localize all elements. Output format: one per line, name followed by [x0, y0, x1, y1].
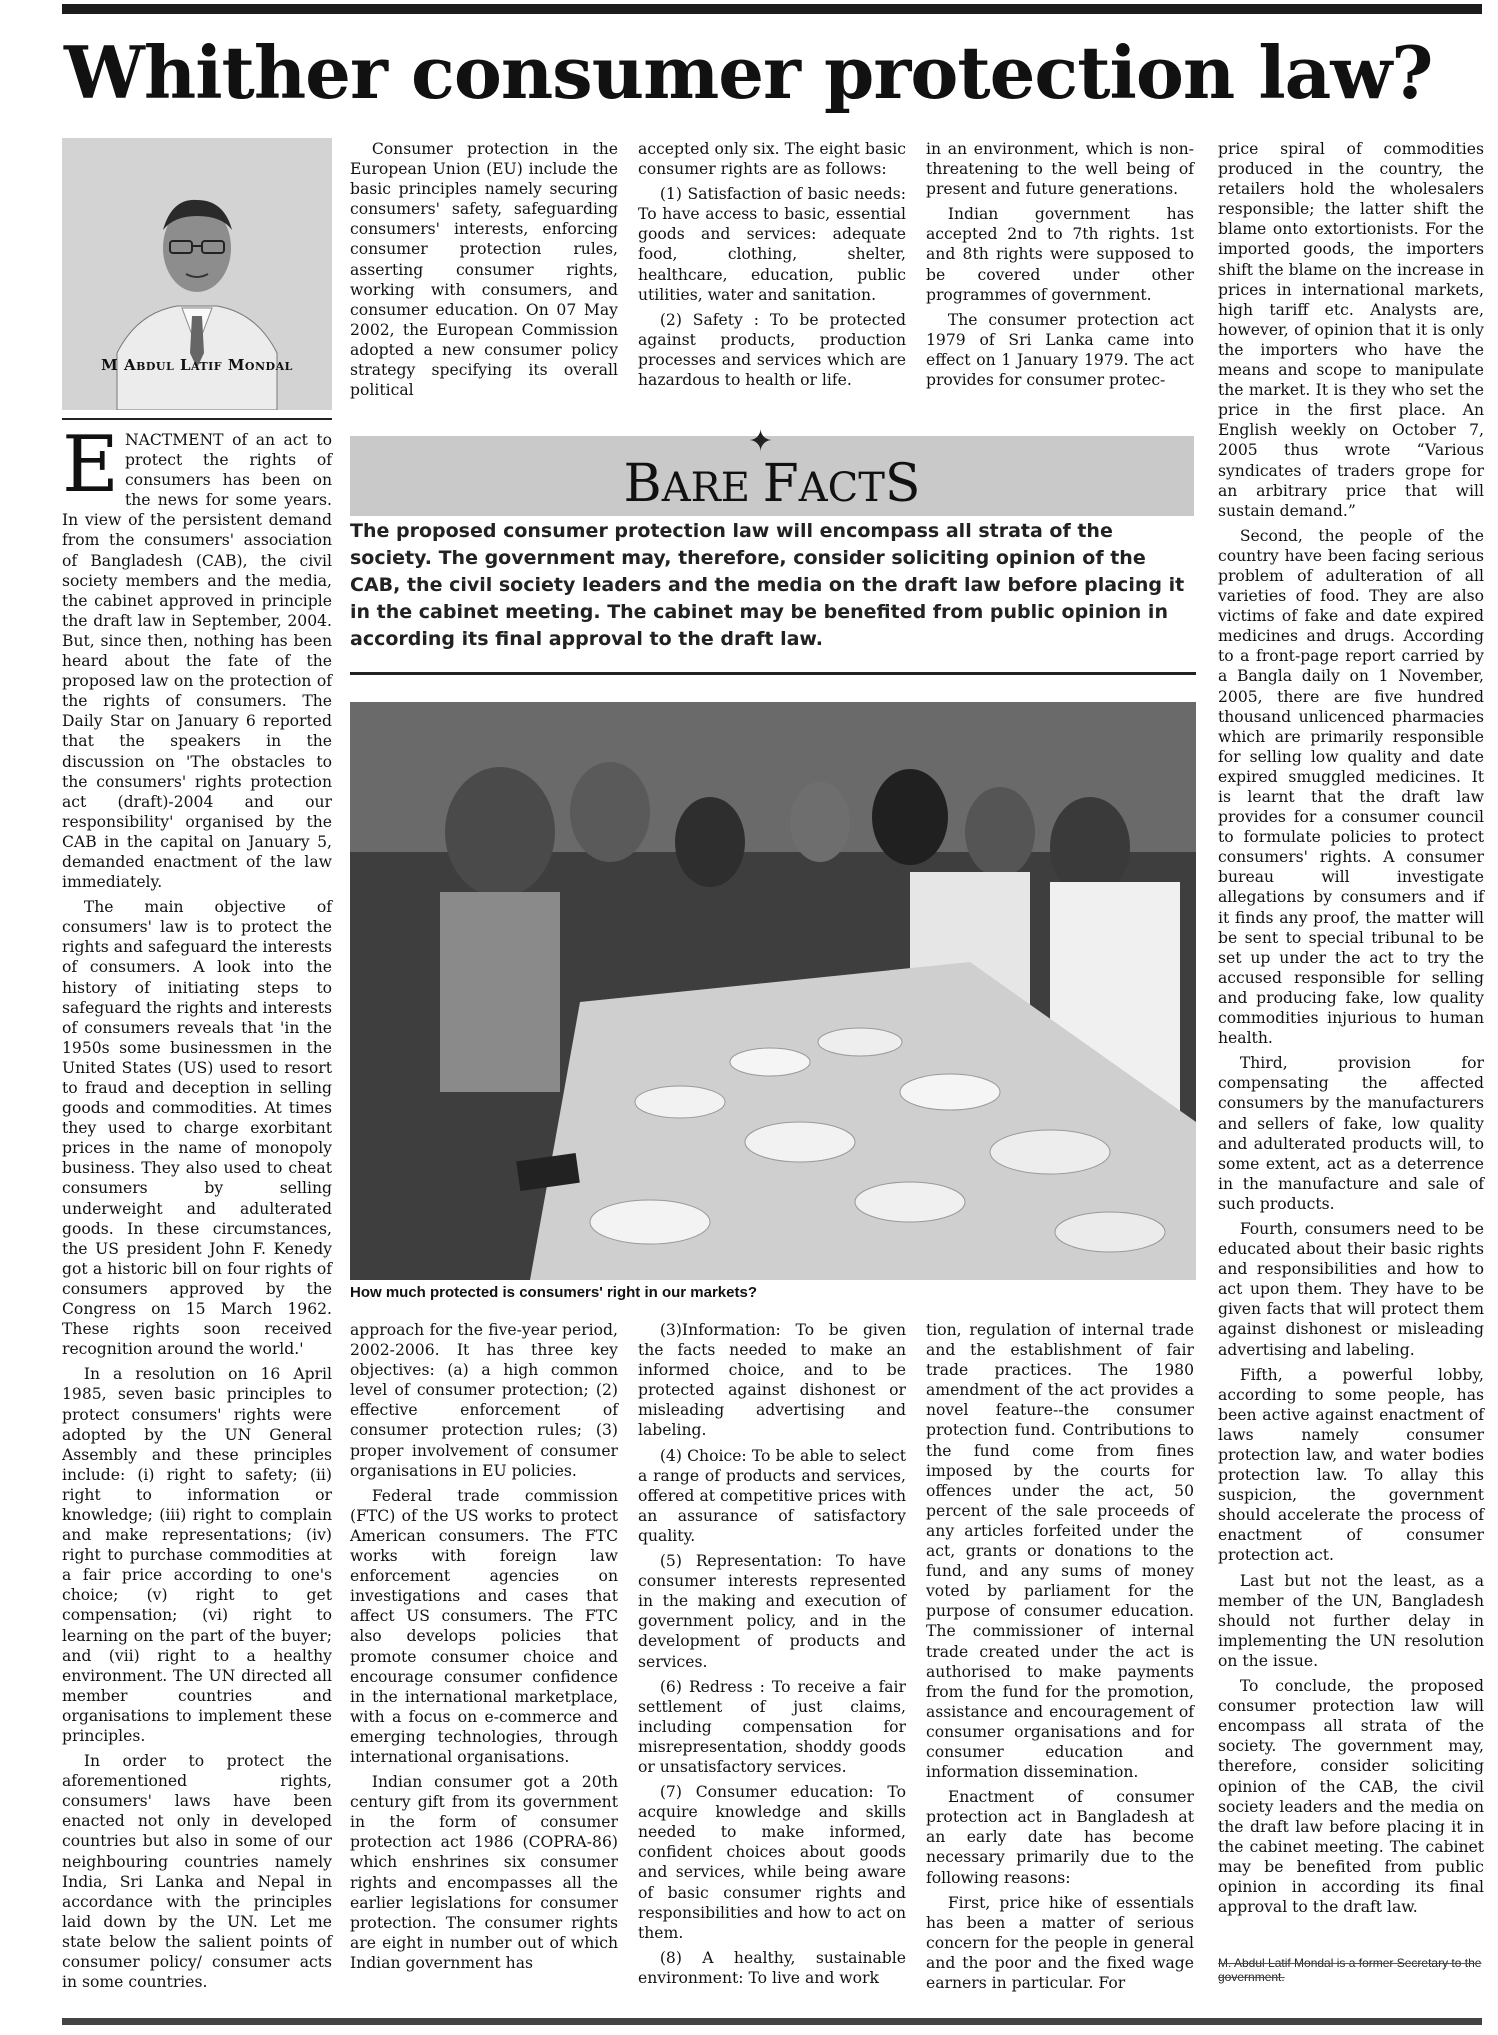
author-byline: M Abdul Latif Mondal — [101, 356, 293, 374]
paragraph: The consumer protection act 1979 of Sri Lanka came into effect on 1 January 1979. The act provides for consumer protec- — [926, 310, 1194, 390]
drop-cap: E — [62, 420, 119, 510]
headline: Whither consumer protection law? — [64, 30, 1433, 115]
paragraph: (3)Information: To be given the facts needed to make an informed choice, and to be protected against dishonest or misleading advertising and labeling. — [638, 1321, 906, 1440]
article-column-3-bottom — [638, 1320, 906, 2015]
paragraph: (5) Representation: To have consumer interests represented in the making and execution of government policy, and in the development of products and services. — [638, 1552, 906, 1671]
paragraph: (4) Choice: To be able to select a range of products and services, offered at competitive prices with an assurance of satisfactory quality. — [638, 1446, 906, 1545]
paragraph: Third, provision for compensating the affected consumers by the manufacturers and sellers of fake, low quality and adulterated products will, to some extent, act as a deterrence in the manufacture and sale of such products. — [1218, 1054, 1484, 1213]
bare-facts-text: The proposed consumer protection law will encompass all strata of the society. The government may, therefore, consider soliciting opinion of the CAB, the civil society leaders and the media on the draft law before placing it in the cabinet meeting. The cabinet may be benefited from public opinion in according its final approval to the draft law. — [350, 520, 1185, 650]
paragraph: (7) Consumer education: To acquire knowledge and skills needed to make informed, confident choices about goods and services, while being aware of basic consumer rights and responsibilities and how to act on them. — [638, 1783, 906, 1942]
paragraph: First, price hike of essentials has been a matter of serious concern for the people in general and the poor and the fixed wage earners in particular. For — [926, 1893, 1194, 1992]
top-rule — [62, 4, 1482, 14]
bare-facts-title: BARE FACTS — [623, 454, 921, 514]
market-scene-image — [350, 702, 1196, 1280]
author-footnote: M. Abdul Latif Mondal is a former Secretary to the government. — [1218, 1956, 1482, 1984]
paragraph: (6) Redress : To receive a fair settlement of just claims, including compensation for misrepresentation, shoddy goods or unsatisfactory services. — [638, 1677, 906, 1776]
photo-caption: How much protected is consumers' right in our markets? — [350, 1284, 757, 1301]
paragraph: In order to protect the aforementioned rights, consumers' laws have been enacted not only in developed countries but also in some of our neighbouring countries namely India, Sri Lanka and Nepal in accordance with the principles laid down by the UN. Let me state below the salient points of consumer policy/ consumer acts in some countries. — [62, 1752, 332, 1992]
paragraph: approach for the five-year period, 2002-2006. It has three key objectives: (a) a high common level of consumer protection; (2) effective enforcement of consumer protection rules; (3) proper involvement of consumer organisations in EU policies. — [350, 1321, 618, 1480]
paragraph: tion, regulation of internal trade and the establishment of fair trade practices. The 1980 amendment of the act provides a novel feature--the consumer protection fund. Contributions to the fund come from fines imposed by the courts for offences under the act, 50 percent of the sale proceeds of any articles forfeited under the act, grants or donations to the fund, and any sums of money voted by parliament for the purpose of consumer education. The commissioner of internal trade created under the act is authorised to make payments from the fund for the promotion, assistance and encouragement of consumer organisations and for consumer education and information dissemination. — [926, 1321, 1194, 1782]
lead-text: NACTMENT of an act to protect the rights of consumers has been on the news for some years. In view of the persistent demand from the consumers' association of Bangladesh (CAB), the civil society members and the media, the cabinet approved in principle the draft law in September, 2004. But, since then, nothing has been heard about the fate of the proposed law on the protection of the rights of consumers. The Daily Star on January 6 reported that the speakers in the discussion on 'The obstacles to the consumers' rights protection act (draft)-2004 and our responsibility' organised by the CAB in the capital on January 5, demanded enactment of the law immediately. — [62, 431, 332, 892]
paragraph: in an environment, which is non-threatening to the well being of present and future generations. — [926, 140, 1194, 199]
article-column-5 — [1218, 139, 1484, 1951]
paragraph: Second, the people of the country have been facing serious problem of adulteration of all varieties of food. They are also victims of fake and date expired medicines and drugs. According to a front-page report carried by a Bangla daily on 1 November, 2005, there are five hundred thousand unlicenced pharmacies which are primarily responsible for selling low quality and date expired smuggled medicines. It is learnt that the draft law provides for a consumer council to formulate policies to protect consumers' rights. A consumer bureau will investigate allegations by consumers and if it finds any proof, the matter will be sent to special tribunal to be set up under the act to try the accused responsible for selling and producing fake, low quality commodities injurious to human health. — [1218, 526, 1484, 1048]
article-column-2-bottom — [350, 1320, 618, 2015]
bottom-rule — [62, 2018, 1482, 2025]
paragraph: price spiral of commodities produced in the country, the retailers hold the wholesalers responsible; the latter shift the blame onto extortionists. For the imported goods, the importers shift the blame on the increase in prices in international markets, high tariff etc. Analysts are, however, of opinion that it is only the importers who have the means and scope to manipulate the market. It is they who set the price in the first place. An English weekly on October 7, 2005 thus wrote “Various syndicates of traders grope for an arbitrary price that will sustain demand.” — [1218, 140, 1484, 520]
paragraph: Consumer protection in the European Union (EU) include the basic principles namely securing consumers' safety, safeguarding consumers' interests, enforcing consumer protection rules, asserting consumer rights, working with consumers, and consumer education. On 07 May 2002, the European Commission adopted a new consumer policy strategy specifying its overall political — [350, 140, 618, 400]
star-burst-icon: ✦ — [748, 424, 774, 459]
paragraph: Enactment of consumer protection act in Bangladesh at an early date has become necessary primarily due to the following reasons: — [926, 1788, 1194, 1887]
bare-facts-rule — [350, 672, 1196, 675]
article-column-3-top — [638, 139, 906, 421]
article-column-4-bottom — [926, 1320, 1194, 2015]
paragraph: The main objective of consumers' law is to protect the rights and safeguard the interests of consumers. A look into the history of initiating steps to safeguard the rights and interests of consumers reveals that 'in the 1950s some businessmen in the United States (US) used to resort to fraud and deception in selling goods and commodities. At times they used to charge exorbitant prices in the name of monopoly business. They also used to cheat consumers by selling underweight and adulterated goods. In these circumstances, the US president John F. Kenedy got a historic bill on four rights of consumers approved by the Congress on 15 March 1962. These rights soon received recognition around the world.' — [62, 898, 332, 1359]
paragraph: (8) A healthy, sustainable environment: To live and work — [638, 1948, 906, 1987]
lead-paragraph — [62, 420, 332, 892]
paragraph: Last but not the least, as a member of the UN, Bangladesh should not further delay in implementing the UN resolution on the issue. — [1218, 1571, 1484, 1670]
article-column-1 — [62, 420, 332, 2015]
paragraph: Fifth, a powerful lobby, according to some people, has been active against enactment of laws namely consumer protection law, and water bodies protection law. To allay this suspicion, the government should accelerate the process of enactment of consumer protection act. — [1218, 1365, 1484, 1565]
paragraph: Federal trade commission (FTC) of the US works to protect American consumers. The FTC works with foreign law enforcement agencies on investigations and cases that affect US consumers. The FTC also develops policies that promote consumer choice and encourage consumer confidence in the international marketplace, with a focus on e-commerce and emerging technologies, through international organisations. — [350, 1486, 618, 1766]
paragraph: accepted only six. The eight basic consumer rights are as follows: — [638, 140, 906, 179]
paragraph: Indian consumer got a 20th century gift from its government in the form of consumer protection act 1986 (COPRA-86) which enshrines six consumer rights and encompasses all the earlier legislations for consumer protection. The consumer rights are eight in number out of which Indian government has — [350, 1773, 618, 1972]
article-column-2-top — [350, 139, 618, 421]
paragraph: In a resolution on 16 April 1985, seven basic principles to protect consumers' rights were adopted by the UN General Assembly and these principles include: (i) right to safety; (ii) right to information or knowledge; (iii) right to complain and make representations; (iv) right to purchase commodities at a fair price according to one's choice; (v) right to get compensation; (vi) right to learning on the part of the buyer; and (vii) right to a healthy environment. The UN directed all member countries and organisations to implement these principles. — [62, 1365, 332, 1745]
paragraph: (2) Safety : To be protected against products, production processes and services which are hazardous to health or life. — [638, 310, 906, 390]
article-column-4-top — [926, 139, 1194, 421]
paragraph: Fourth, consumers need to be educated about their basic rights and responsibilities and how to act upon them. They have to be given facts that will protect them against dishonest or misleading advertising and labeling. — [1218, 1219, 1484, 1359]
paragraph: (1) Satisfaction of basic needs: To have access to basic, essential goods and services: adequate food, clothing, shelter, healthcare, education, public utilities, water and sanitation. — [638, 185, 906, 304]
paragraph: Indian government has accepted 2nd to 7th rights. 1st and 8th rights were supposed to be covered under other programmes of government. — [926, 205, 1194, 304]
paragraph: To conclude, the proposed consumer protection law will encompass all strata of the society. The government may, therefore, consider soliciting opinion of the CAB, the civil society leaders and the media on the draft law before placing it in the cabinet meeting. The cabinet may be benefited from public opinion in according its final approval to the draft law. — [1218, 1677, 1484, 1917]
market-photo — [350, 702, 1196, 1280]
